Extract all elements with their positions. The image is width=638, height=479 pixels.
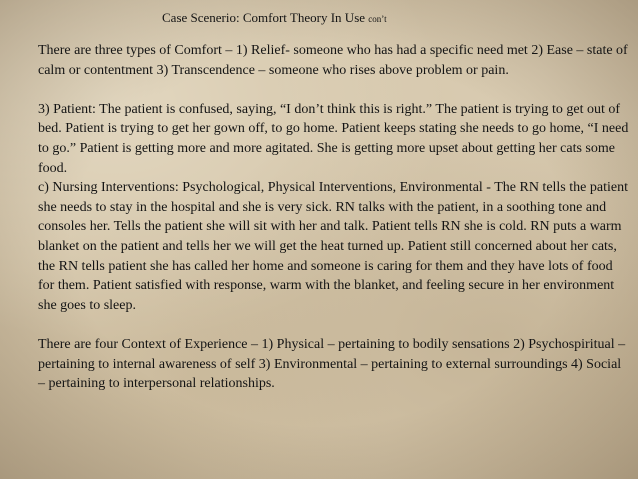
slide-title [162, 10, 387, 26]
slide-title-text: Case Scenerio: Comfort Theory In Use [162, 10, 366, 25]
slide-title-suffix: con’t [368, 14, 387, 24]
nursing-interventions-paragraph: c) Nursing Interventions: Psychological, Physical Interventions, Environmental - The RN tells the patient she needs to stay in the hospital and she is very sick. RN talks with the patient, in a soothing tone and consoles her. Tells the patient she will sit with her and talk. Patient tells RN she is cold. RN puts a warm blanket on the patient and tells her we will get the heat turned up. Patient still concerned about her cats, the RN tells patient she has called her home and someone is caring for them and they have lots of food for them. Patient satisfied with response, warm with the blanket, and feeling secure in her environment she goes to sleep. [38, 180, 628, 313]
patient-paragraph: 3) Patient: The patient is confused, saying, “I don’t think this is right.” The patient is trying to get out of bed. Patient is trying to get her gown off, to go home. Patient keeps stating she needs to go home, “I need to go.” Patient is getting more and more agitated. She is getting more upset about getting her cats some food. [38, 101, 629, 176]
paragraph-spacer [38, 80, 630, 100]
paragraph-spacer [38, 315, 630, 335]
context-of-experience-paragraph: There are four Context of Experience – 1) Physical – pertaining to bodily sensations 2) Psychospiritual – pertaining to internal awareness of self 3) Environmental – pertaining to external surroundings 4) Social – pertaining to interpersonal relationships. [38, 336, 626, 392]
slide-body [38, 41, 630, 394]
comfort-types-paragraph: There are three types of Comfort – 1) Relief- someone who has had a specific need met 2) Ease – state of calm or contentment 3) Transcendence – someone who rises above problem or pain. [38, 43, 628, 78]
